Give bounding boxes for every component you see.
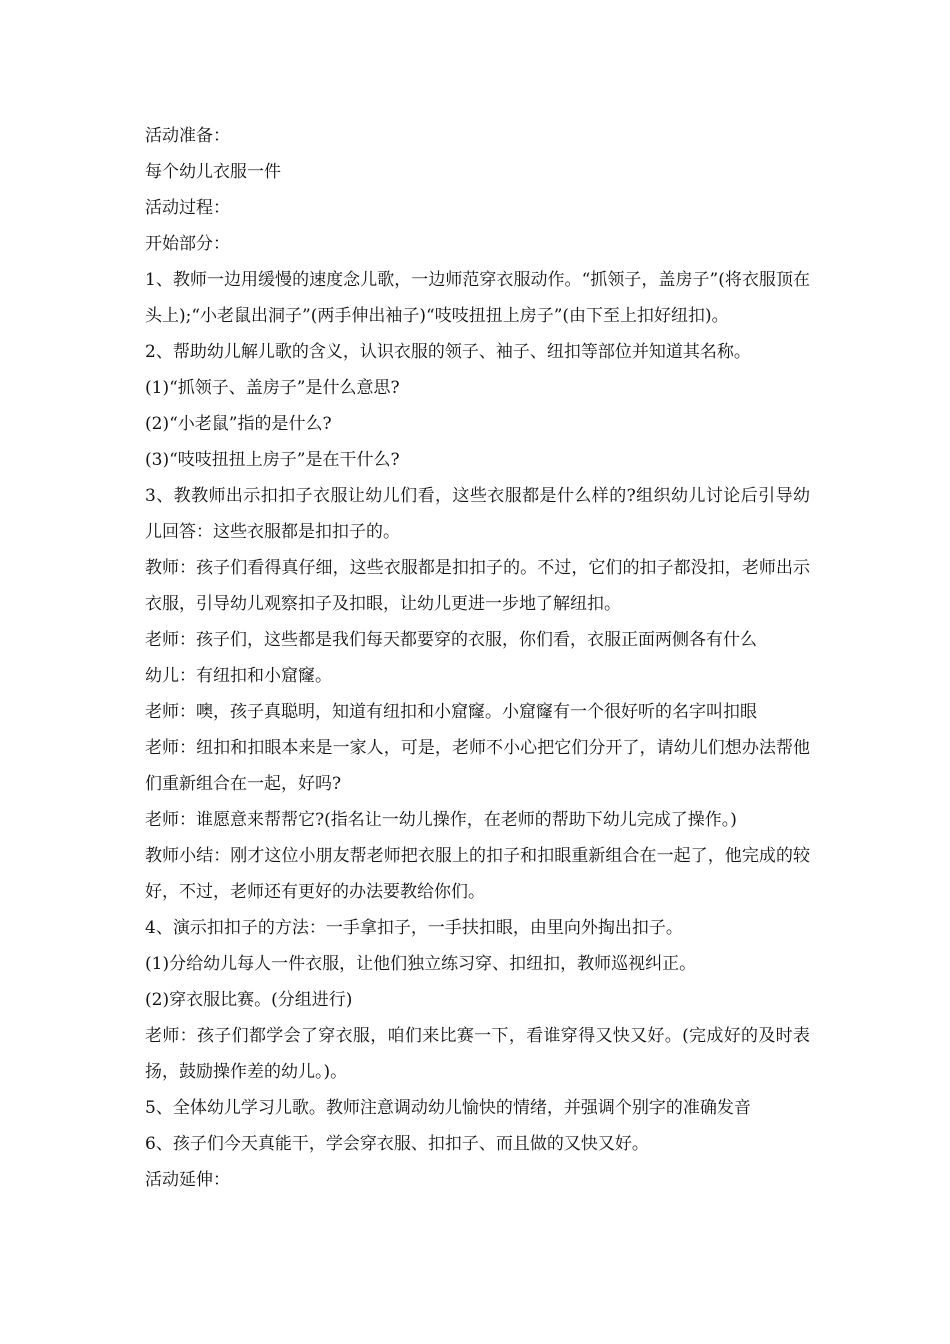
dialogue-teacher-5: 老师：谁愿意来帮帮它?(指名让一幼儿操作，在老师的帮助下幼儿完成了操作。) <box>145 810 737 830</box>
dialogue-teacher-6: 老师：孩子们都学会了穿衣服，咱们来比赛一下，看谁穿得又快又好。(完成好的及时表扬，鼓励操作差的幼儿。)。 <box>145 1026 810 1082</box>
dialogue-teacher-4: 老师：纽扣和扣眼本来是一家人，可是，老师不小心把它们分开了，请幼儿们想办法帮他们重新组合在一起，好吗? <box>145 738 810 794</box>
step-4-item-2: (2)穿衣服比赛。(分组进行) <box>145 990 353 1010</box>
step-4-item-1: (1)分给幼儿每人一件衣服，让他们独立练习穿、扣纽扣，教师巡视纠正。 <box>145 954 697 974</box>
step-4-paragraph: 4、演示扣扣子的方法：一手拿扣子，一手扶扣眼，由里向外掏出扣子。 <box>145 918 683 938</box>
heading-activity-extension: 活动延伸： <box>145 1170 230 1190</box>
heading-activity-preparation: 活动准备： <box>145 126 230 146</box>
question-1: (1)“抓领子、盖房子”是什么意思? <box>145 378 400 398</box>
step-6-paragraph: 6、孩子们今天真能干，学会穿衣服、扣扣子、而且做的又快又好。 <box>145 1134 649 1154</box>
document-body <box>145 118 810 1198</box>
question-2: (2)“小老鼠”指的是什么? <box>145 414 332 434</box>
heading-activity-process: 活动过程： <box>145 198 230 218</box>
heading-opening-part: 开始部分： <box>145 234 230 254</box>
dialogue-teacher-2: 老师：孩子们，这些都是我们每天都要穿的衣服，你们看，衣服正面两侧各有什么 <box>145 630 757 650</box>
dialogue-teacher-1: 教师：孩子们看得真仔细，这些衣服都是扣扣子的。不过，它们的扣子都没扣，老师出示衣服，引导幼儿观察扣子及扣眼，让幼儿更进一步地了解纽扣。 <box>145 558 810 614</box>
question-3: (3)“吱吱扭扭上房子”是在干什么? <box>145 450 400 470</box>
teacher-summary: 教师小结：刚才这位小朋友帮老师把衣服上的扣子和扣眼重新组合在一起了，他完成的较好，不过，老师还有更好的办法要教给你们。 <box>145 846 810 902</box>
preparation-item: 每个幼儿衣服一件 <box>145 162 281 182</box>
step-1-paragraph: 1、教师一边用缓慢的速度念儿歌，一边师范穿衣服动作。“抓领子，盖房子”(将衣服顶在头上);“小老鼠出洞子”(两手伸出袖子)“吱吱扭扭上房子”(由下至上扣好纽扣)。 <box>145 270 810 326</box>
step-5-paragraph: 5、全体幼儿学习儿歌。教师注意调动幼儿愉快的情绪，并强调个别字的准确发音 <box>145 1098 751 1118</box>
dialogue-children-1: 幼儿：有纽扣和小窟窿。 <box>145 666 332 686</box>
step-2-paragraph: 2、帮助幼儿解儿歌的含义，认识衣服的领子、袖子、纽扣等部位并知道其名称。 <box>145 342 751 362</box>
step-3-paragraph: 3、教教师出示扣扣子衣服让幼儿们看，这些衣服都是什么样的?组织幼儿讨论后引导幼儿回答：这些衣服都是扣扣子的。 <box>145 486 810 542</box>
dialogue-teacher-3: 老师：噢，孩子真聪明，知道有纽扣和小窟窿。小窟窿有一个很好听的名字叫扣眼 <box>145 702 757 722</box>
